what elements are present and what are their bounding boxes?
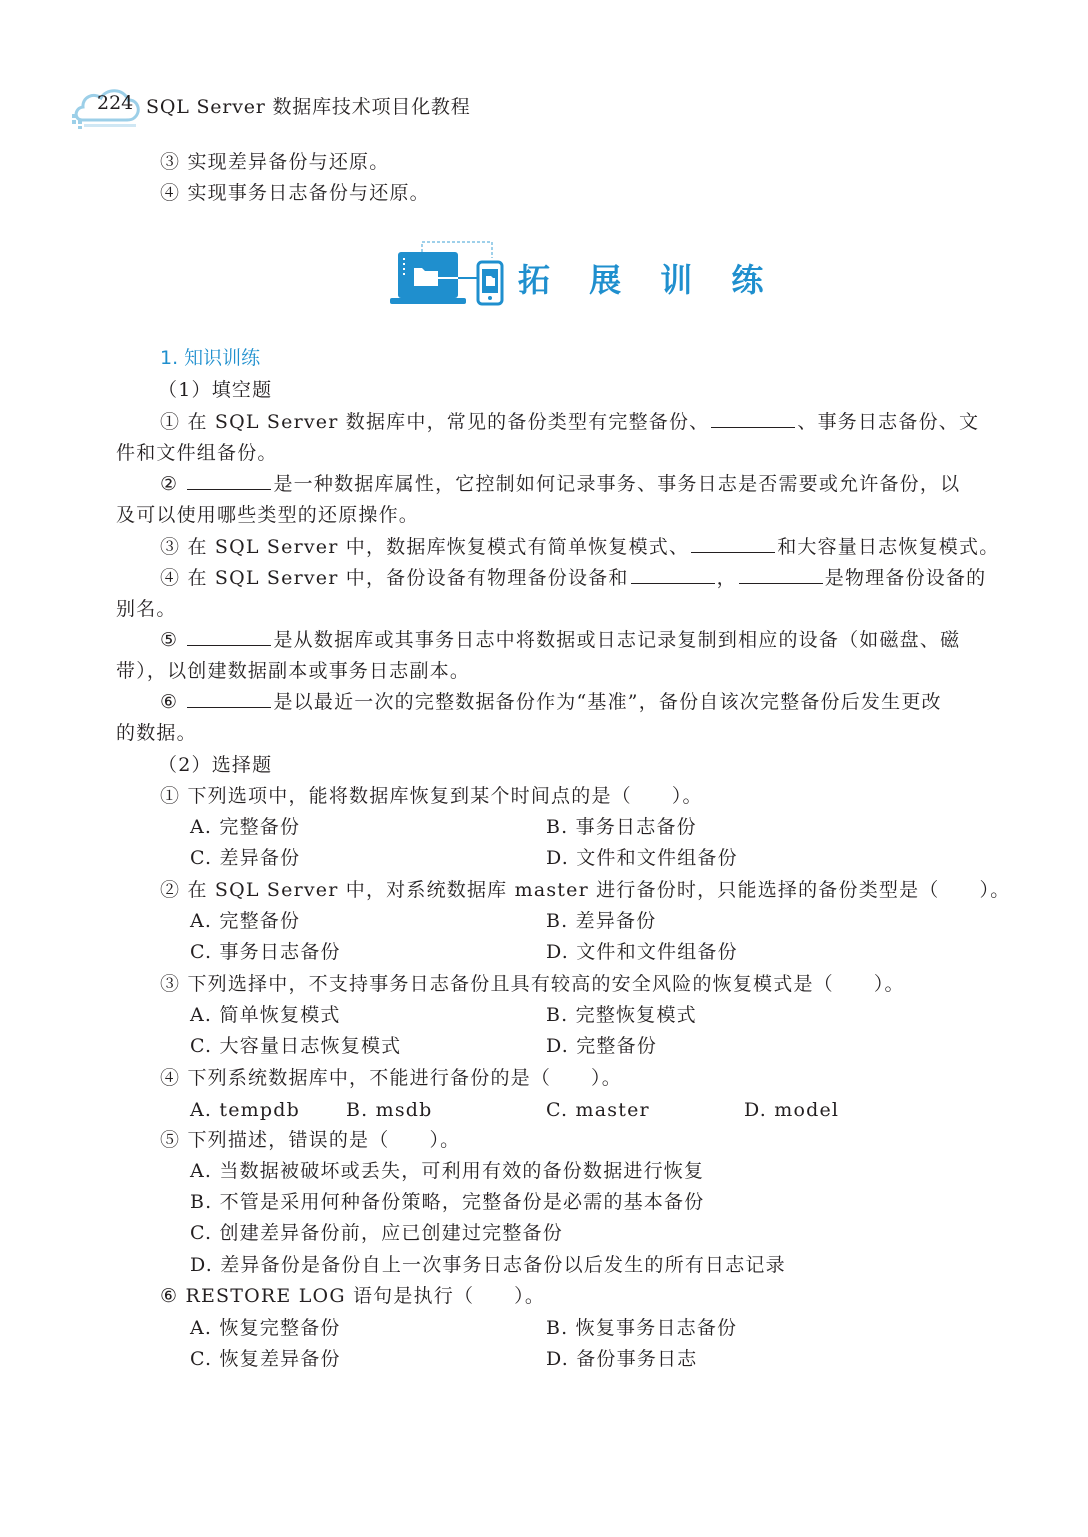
choice-q3-option-b[interactable]: B. 完整恢复模式 [546, 1004, 697, 1026]
fill-q1-text: ① 在 SQL Server 数据库中，常见的备份类型有完整备份、 [160, 411, 710, 433]
fill-q4-comma: ， [716, 567, 737, 589]
answer-blank[interactable] [187, 691, 271, 708]
choice-q4-stem: ④ 下列系统数据库中，不能进行备份的是（ [160, 1067, 552, 1089]
fill-q4-text: ④ 在 SQL Server 中，备份设备有物理备份设备和 [160, 567, 629, 589]
fill-question-5 [160, 628, 960, 652]
choice-q6-option-b[interactable]: B. 恢复事务日志备份 [546, 1317, 738, 1339]
choice-q2-option-d[interactable]: D. 文件和文件组备份 [546, 941, 738, 963]
choice-q5-option-a[interactable]: A. 当数据被破坏或丢失，可利用有效的备份数据进行恢复 [190, 1160, 705, 1182]
fill-question-2 [160, 472, 960, 496]
choice-q2-option-b[interactable]: B. 差异备份 [546, 910, 657, 932]
choice-q4-option-c[interactable]: C. master [546, 1099, 650, 1121]
page-number: 224 [97, 92, 134, 114]
choice-q1-option-a[interactable]: A. 完整备份 [190, 816, 301, 838]
fill-question-4 [160, 566, 986, 590]
answer-blank[interactable] [631, 567, 715, 584]
choice-question-1 [160, 784, 703, 808]
answer-blank[interactable] [187, 473, 271, 490]
choice-q4-option-d[interactable]: D. model [744, 1099, 840, 1121]
choice-q5-stem-end: ）。 [429, 1129, 461, 1151]
fill-question-4-cont: 别名。 [116, 598, 177, 620]
choice-q1-option-b[interactable]: B. 事务日志备份 [546, 816, 697, 838]
fill-q3-text-b: 和大容量日志恢复模式。 [777, 536, 1000, 558]
fill-q6-number: ⑥ [160, 691, 179, 713]
answer-blank[interactable] [691, 536, 775, 553]
choice-q3-option-d[interactable]: D. 完整备份 [546, 1035, 658, 1057]
fill-question-3 [160, 535, 999, 559]
choice-question-4 [160, 1066, 622, 1090]
choice-q2-option-a[interactable]: A. 完整备份 [190, 910, 301, 932]
choice-title: （2）选择题 [158, 754, 273, 776]
choice-q2-stem-end: ）。 [979, 879, 1011, 901]
choice-q3-stem: ③ 下列选择中，不支持事务日志备份且具有较高的安全风险的恢复模式是（ [160, 973, 834, 995]
choice-q4-option-b[interactable]: B. msdb [346, 1099, 433, 1121]
choice-q2-option-c[interactable]: C. 事务日志备份 [190, 941, 341, 963]
choice-q4-stem-end: ）。 [591, 1067, 622, 1089]
fill-question-5-cont: 带），以创建数据副本或事务日志副本。 [116, 660, 471, 682]
subsection-title: 1. 知识训练 [160, 347, 261, 369]
fill-q5-number: ⑤ [160, 629, 179, 651]
fill-question-2-cont: 及可以使用哪些类型的还原操作。 [116, 504, 420, 526]
choice-q1-stem: ① 下列选项中，能将数据库恢复到某个时间点的是（ [160, 785, 632, 807]
choice-q5-option-d[interactable]: D. 差异备份是备份自上一次事务日志备份以后发生的所有日志记录 [190, 1254, 786, 1276]
fill-q6-text: 是以最近一次的完整数据备份作为“基准”，备份自该次完整备份后发生更改 [273, 691, 942, 713]
fill-q1-text-b: 、事务日志备份、文 [797, 411, 980, 433]
choice-q1-option-d[interactable]: D. 文件和文件组备份 [546, 847, 738, 869]
choice-q5-option-b[interactable]: B. 不管是采用何种备份策略，完整备份是必需的基本备份 [190, 1191, 705, 1213]
choice-q6-stem-end: ）。 [514, 1285, 546, 1307]
choice-question-3 [160, 972, 905, 996]
choice-q6-option-c[interactable]: C. 恢复差异备份 [190, 1348, 341, 1370]
fill-question-1 [160, 410, 979, 434]
fill-question-6 [160, 690, 942, 714]
choice-q3-stem-end: ）。 [873, 973, 905, 995]
answer-blank[interactable] [187, 629, 271, 646]
section-title: 拓 展 训 练 [518, 261, 778, 299]
choice-q6-option-d[interactable]: D. 备份事务日志 [546, 1348, 698, 1370]
choice-q1-stem-end: ）。 [671, 785, 703, 807]
choice-question-2 [160, 878, 1010, 902]
choice-q1-option-c[interactable]: C. 差异备份 [190, 847, 301, 869]
fill-q3-text: ③ 在 SQL Server 中，数据库恢复模式有简单恢复模式、 [160, 536, 690, 558]
fill-q2-number: ② [160, 473, 179, 495]
choice-question-5 [160, 1128, 460, 1152]
fill-question-1-cont: 件和文件组备份。 [116, 442, 278, 464]
book-title: SQL Server 数据库技术项目化教程 [146, 96, 471, 118]
fill-question-6-cont: 的数据。 [116, 722, 197, 744]
choice-q2-stem: ② 在 SQL Server 中，对系统数据库 master 进行备份时，只能选择的备份类型是（ [160, 879, 940, 901]
answer-blank[interactable] [711, 411, 795, 428]
fill-q4-text-b: 是物理备份设备的 [824, 567, 987, 589]
choice-question-6 [160, 1284, 545, 1308]
choice-q5-option-c[interactable]: C. 创建差异备份前，应已创建过完整备份 [190, 1222, 563, 1244]
fill-title: （1）填空题 [158, 379, 273, 401]
answer-blank[interactable] [739, 567, 823, 584]
choice-q3-option-c[interactable]: C. 大容量日志恢复模式 [190, 1035, 402, 1057]
fill-q5-text: 是从数据库或其事务日志中将数据或日志记录复制到相应的设备（如磁盘、磁 [273, 629, 961, 651]
choice-q5-stem: ⑤ 下列描述，错误的是（ [160, 1129, 390, 1151]
choice-q3-option-a[interactable]: A. 简单恢复模式 [190, 1004, 341, 1026]
laptop-phone-icon [388, 240, 513, 306]
choice-q6-option-a[interactable]: A. 恢复完整备份 [190, 1317, 341, 1339]
intro-item-4: ④ 实现事务日志备份与还原。 [160, 182, 430, 204]
intro-item-3: ③ 实现差异备份与还原。 [160, 151, 390, 173]
choice-q6-stem: ⑥ RESTORE LOG 语句是执行（ [160, 1285, 475, 1307]
choice-q4-option-a[interactable]: A. tempdb [190, 1099, 300, 1121]
fill-q2-text: 是一种数据库属性，它控制如何记录事务、事务日志是否需要或允许备份，以 [273, 473, 961, 495]
